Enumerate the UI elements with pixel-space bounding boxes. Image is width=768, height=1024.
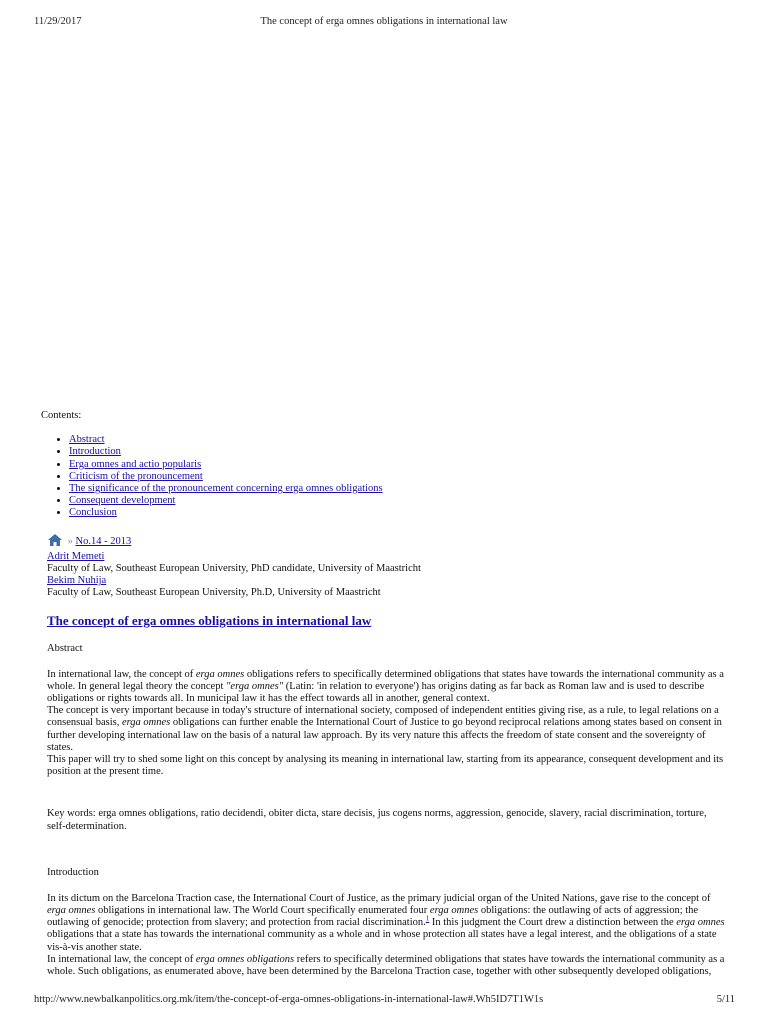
toc-link-erga-omnes-actio-popularis[interactable]: Erga omnes and actio popularis [69,458,202,470]
toc-link-consequent-development[interactable]: Consequent development [69,495,176,507]
introduction-paragraph: In its dictum on the Barcelona Traction case, the International Court of Justice, as the primary judicial organ of the United Nations, gave rise to the concept of erga omnes obligations in international law. The World Court specifically enumerated four erga omnes obligations: the outlawing of acts of aggression; the outlawing of genocide; protection from slavery; and protection from racial discrimination.$^1$ In this judgment the Court drew a distinction between the erga omnes obligations that a state has towards the international community as a whole and in whose protection all states have a legal interest, and the obligations of a state vis-à-vis another state. [47,892,725,953]
author-affiliation: Faculty of Law, Southeast European University, Ph.D, University of Maastricht [47,587,381,599]
toc-link-significance[interactable]: The significance of the pronouncement concerning erga omnes obligations [69,483,383,495]
toc-link-introduction[interactable]: Introduction [69,446,121,458]
abstract-paragraph: In international law, the concept of erga omnes obligations refers to specifically determined obligations that states have towards the international community as a whole. In general legal theory the concept "erga omnes" (Latin: 'in relation to everyone') has origins dating as far back as Roman law and is used to describe obligations or rights towards all. In municipal law it has the effect towards all in another, general context. [47,668,724,705]
home-icon[interactable] [47,533,63,551]
author-affiliation: Faculty of Law, Southeast European University, PhD candidate, University of Maastricht [47,563,421,575]
toc-item [69,507,727,519]
article-content [41,410,727,978]
footnote-link[interactable]: 1 [425,914,430,923]
print-date: 11/29/2017 [34,16,82,27]
introduction-body [47,893,727,978]
toc-item [69,483,727,495]
author-link[interactable]: Bekim Nuhija [47,575,107,587]
introduction-heading: Introduction [47,866,99,878]
article-title[interactable]: The concept of erga omnes obligations in international law [47,612,372,628]
breadcrumb [47,533,727,551]
abstract-paragraph: The concept is very important because in today's structure of international society, composed of independent entities giving rise, as a rule, to legal relations on a consensual basis, erga omnes obligations can further enable the International Court of Justice to go beyond reciprocal relations among states based on consent in further developing international law on the basis of a natural law approach. By its very nature this affects the freedom of state consent and the sovereignty of states. [47,705,722,753]
print-header [0,14,768,30]
toc-item [69,434,727,446]
table-of-contents [47,434,727,519]
abstract-paragraph: This paper will try to shed some light on this concept by analysing its meaning in international law, starting from its appearance, consequent development and its position at the present time. [47,754,724,778]
toc-item [69,446,727,458]
keywords: Key words: erga omnes obligations, ratio decidendi, obiter dicta, stare decisis, jus cogens norms, aggression, genocide, slavery, racial discrimination, torture, self-determination. [47,808,707,832]
toc-link-conclusion[interactable]: Conclusion [69,507,117,519]
print-url: http://www.newbalkanpolitics.org.mk/item/the-concept-of-erga-omnes-obligations-in-international-law#.Wh5ID7T1W1s [34,994,544,1005]
print-page-title: The concept of erga omnes obligations in international law [260,16,508,27]
issue-link[interactable]: No.14 - 2013 [75,535,132,547]
toc-item [69,459,727,471]
abstract-body [47,669,727,779]
introduction-paragraph: In international law, the concept of erga omnes obligations refers to specifically determined obligations that states have towards the international community as a whole. Such obligations, as enumerated above, have been determined by the Barcelona Traction case, together with other subsequently developed obligations, [47,953,725,978]
toc-item [69,495,727,507]
toc-item [69,471,727,483]
print-page-number: 5/11 [716,994,735,1005]
article-meta [47,533,727,600]
contents-label: Contents: [41,410,82,421]
author-link[interactable]: Adrit Memeti [47,550,105,562]
toc-link-criticism[interactable]: Criticism of the pronouncement [69,470,203,482]
toc-link-abstract[interactable]: Abstract [69,434,105,446]
abstract-heading: Abstract [47,642,83,654]
print-footer [0,992,768,1008]
breadcrumb-separator: » [67,535,73,547]
